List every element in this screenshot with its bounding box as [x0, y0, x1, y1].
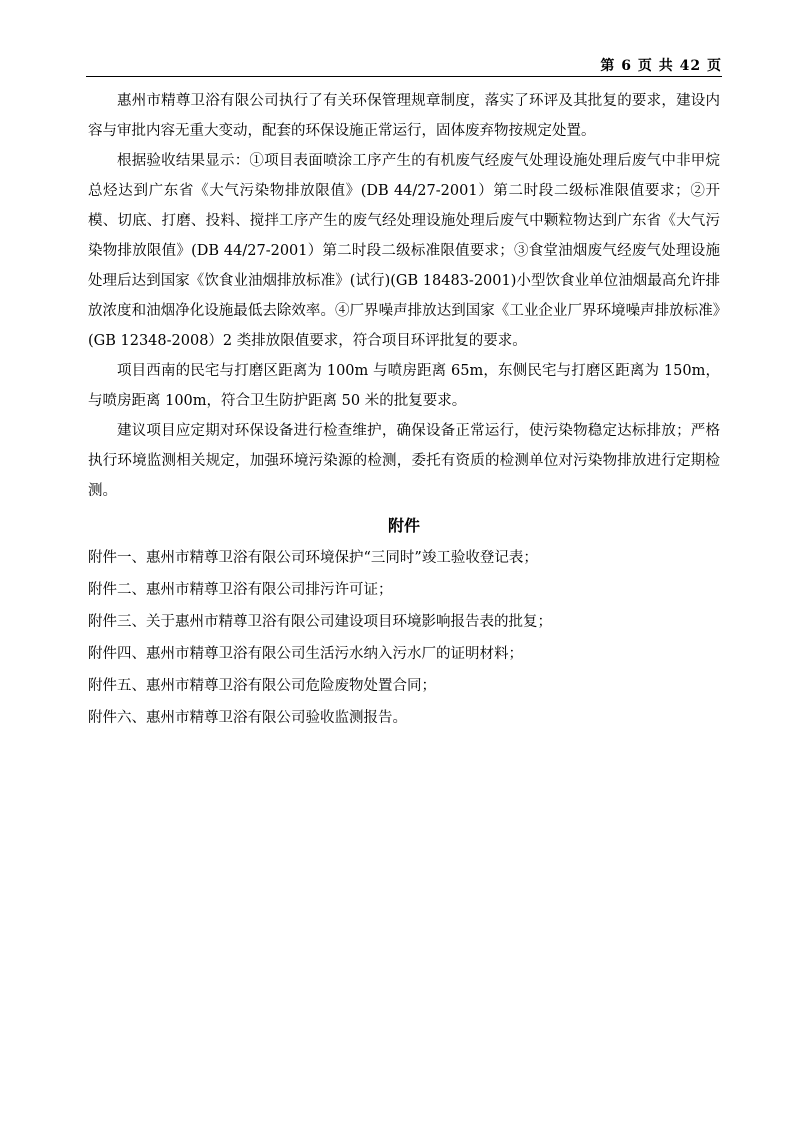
appendix-item-5: 附件五、惠州市精尊卫浴有限公司危险废物处置合同； [88, 678, 436, 694]
appendix-item-4: 附件四、惠州市精尊卫浴有限公司生活污水纳入污水厂的证明材料； [88, 646, 523, 662]
header-divider [86, 76, 722, 77]
appendix-list [88, 542, 720, 734]
paragraph-recommendations: 建议项目应定期对环保设备进行检查维护，确保设备正常运行，使污染物稳定达标排放；严格执行环境监测相关规定，加强环境污染源的检测，委托有资质的检测单位对污染物排放进行定期检测。 [88, 423, 720, 499]
paragraph-compliance: 惠州市精尊卫浴有限公司执行了有关环保管理规章制度，落实了环评及其批复的要求，建设内容与审批内容无重大变动，配套的环保设施正常运行，固体废弃物按规定处置。 [88, 93, 720, 139]
paragraph-protection-distance: 项目西南的民宅与打磨区距离为 100m 与喷房距离 65m，东侧民宅与打磨区距离为 150m，与喷房距离 100m，符合卫生防护距离 50 米的批复要求。 [88, 363, 720, 409]
document-body [88, 86, 720, 734]
appendix-item-3: 附件三、关于惠州市精尊卫浴有限公司建设项目环境影响报告表的批复； [88, 614, 552, 630]
appendix-item-1: 附件一、惠州市精尊卫浴有限公司环境保护“三同时”竣工验收登记表； [88, 550, 538, 566]
appendix-item-2: 附件二、惠州市精尊卫浴有限公司排污许可证； [88, 582, 393, 598]
appendix-heading: 附件 [387, 516, 420, 535]
page-number-header: 第 6 页 共 42 页 [600, 58, 722, 74]
appendix-item-6: 附件六、惠州市精尊卫浴有限公司验收监测报告。 [88, 710, 407, 726]
paragraph-monitoring-results: 根据验收结果显示：①项目表面喷涂工序产生的有机废气经废气处理设施处理后废气中非甲烷总烃达到广东省《大气污染物排放限值》(DB 44/27-2001）第二时段二级标准限值要求；②开模、切底、打磨、投料、搅拌工序产生的废气经处理设施处理后废气中颗粒物达到广东省《大气污染物排放限值》(DB 44/27-2001）第二时段二级标准限值要求；③食堂油烟废气经废气处理设施处理后达到国家《饮食业油烟排放标准》(试行)(GB 18483-2001)小型饮食业单位油烟最高允许排放浓度和油烟净化设施最低去除效率。④厂界噪声排放达到国家《工业企业厂界环境噪声排放标准》(GB 12348-2008）2 类排放限值要求，符合项目环评批复的要求。 [88, 153, 720, 349]
